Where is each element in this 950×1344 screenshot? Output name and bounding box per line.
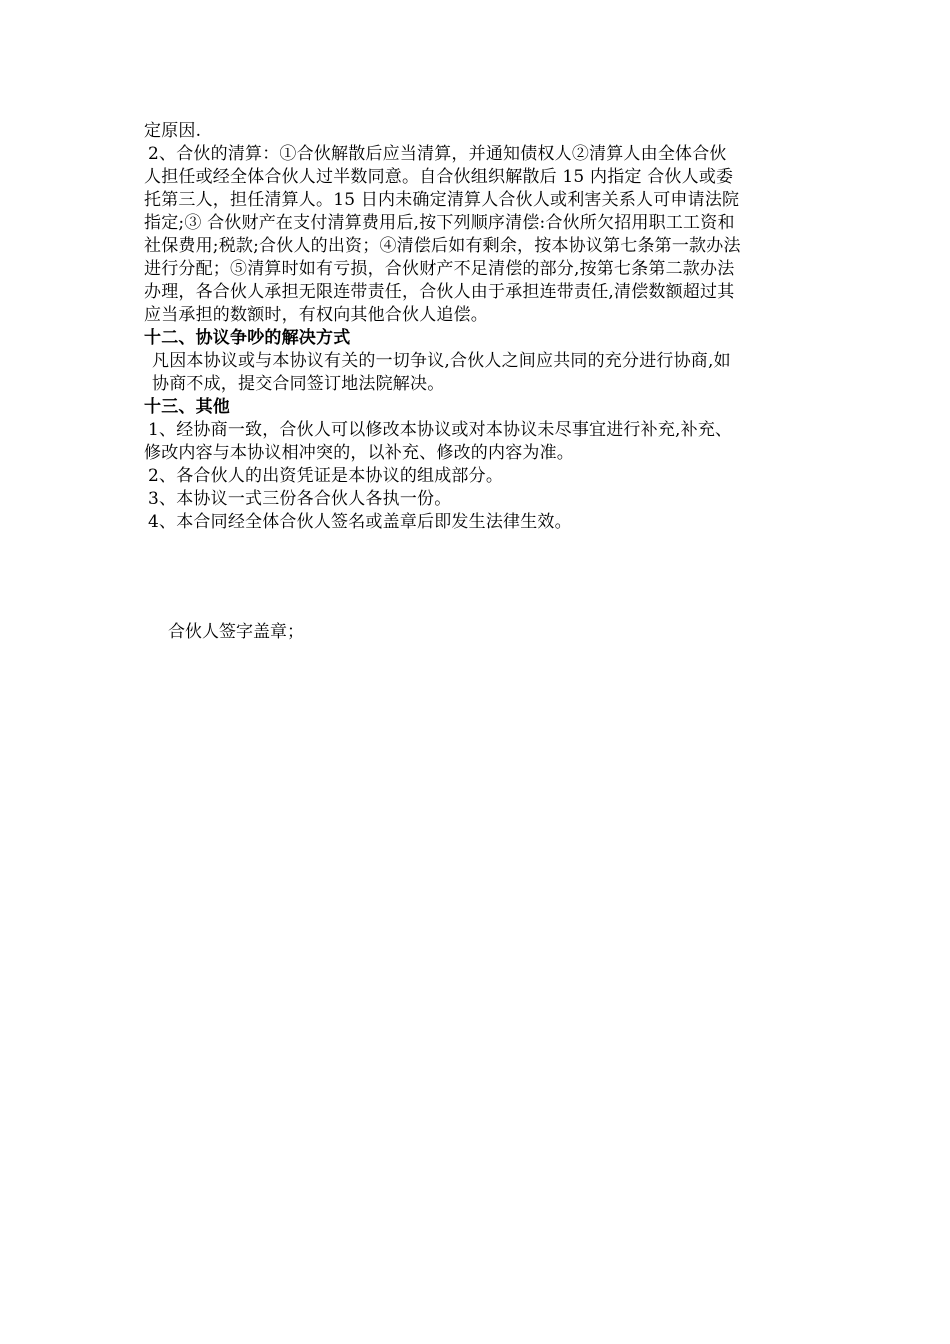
other-clause-line: 1、经协商一致，合伙人可以修改本协议或对本协议未尽事宜进行补充,补充、: [148, 420, 733, 440]
clause-liquidation-line: 进行分配；⑤清算时如有亏损，合伙财产不足清偿的部分,按第七条第二款办法: [144, 259, 735, 279]
other-clause-line: 2、各合伙人的出资凭证是本协议的组成部分。: [148, 466, 504, 486]
clause-liquidation-line: 2、合伙的清算：①合伙解散后应当清算，并通知债权人②清算人由全体合伙: [148, 144, 727, 164]
document-body: [144, 120, 816, 534]
clause-liquidation-line: 人担任或经全体合伙人过半数同意。自合伙组织解散后 15 内指定 合伙人或委: [144, 167, 734, 187]
clause-liquidation-line: 应当承担的数额时，有权向其他合伙人追偿。: [144, 305, 488, 325]
other-clause-line: 3、本协议一式三份各合伙人各执一份。: [148, 489, 452, 509]
clause-liquidation-line: 办理，各合伙人承担无限连带责任，合伙人由于承担连带责任,清偿数额超过其: [144, 282, 735, 302]
other-clause-line: 4、本合同经全体合伙人签名或盖章后即发生法律生效。: [148, 512, 572, 532]
clause-liquidation-line: 托第三人，担任清算人。15 日内未确定清算人合伙人或利害关系人可申请法院: [144, 190, 740, 210]
clause-liquidation-line: 指定;③ 合伙财产在支付清算费用后,按下列顺序清偿:合伙所欠招用职工工资和: [144, 213, 735, 233]
other-clause-line: 修改内容与本协议相冲突的，以补充、修改的内容为准。: [144, 443, 574, 463]
dispute-resolution-line: 协商不成，提交合同签订地法院解决。: [152, 374, 445, 394]
section-12-heading: 十二、协议争吵的解决方式: [144, 328, 351, 348]
section-13-heading: 十三、其他: [144, 397, 230, 417]
signature-label: 合伙人签字盖章；: [168, 622, 304, 642]
dispute-resolution-line: 凡因本协议或与本协议有关的一切争议,合伙人之间应共同的充分进行协商,如: [152, 351, 731, 371]
clause-liquidation-line: 社保费用;税款;合伙人的出资；④清偿后如有剩余，按本协议第七条第一款办法: [144, 236, 741, 256]
paragraph-line: 定原因.: [144, 121, 202, 141]
